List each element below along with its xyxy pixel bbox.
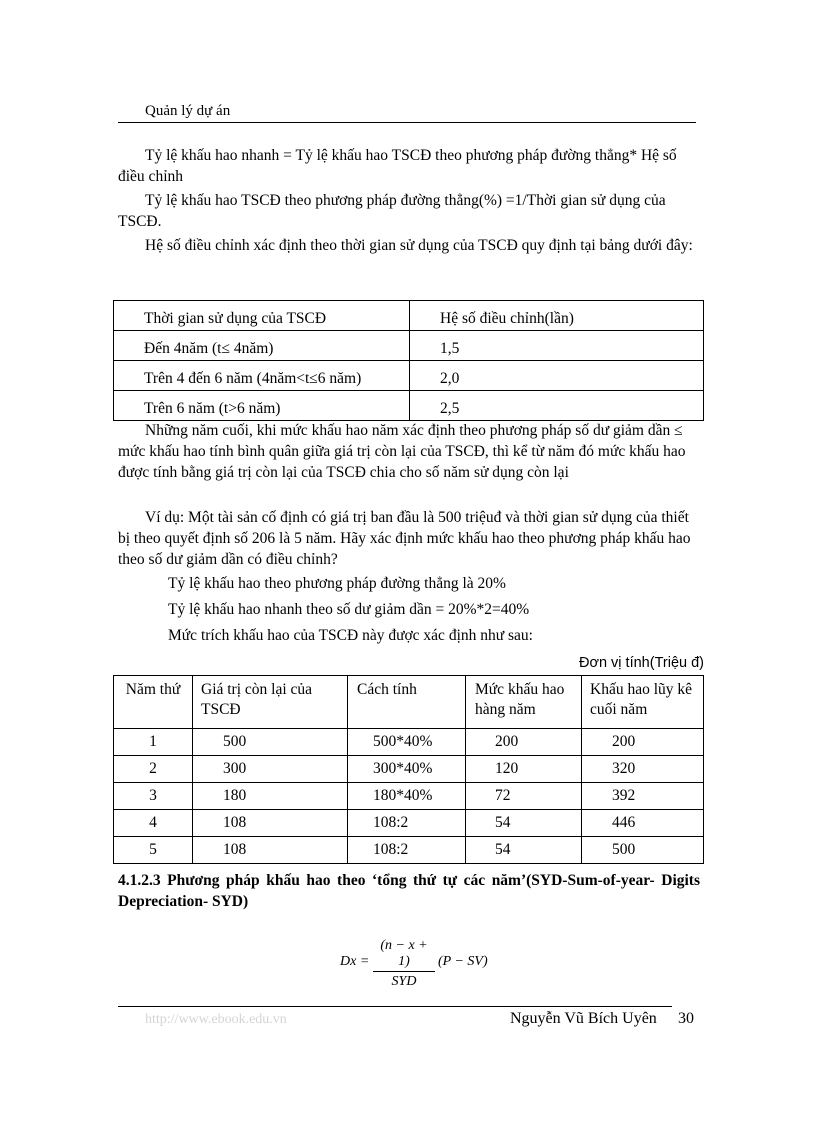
table-row [114,756,704,783]
table-header-cell: Năm thứ [114,676,193,729]
paragraph-example: Ví dụ: Một tài sản cố định có giá trị ban đầu là 500 triệuđ và thời gian sử dụng của thiết bị theo quyết định số 206 là 5 năm. Hãy xác định mức khấu hao theo phương pháp khấu hao theo số dư giảm dần có điều chỉnh? [118,509,691,568]
footer-rule [118,1006,672,1007]
table-cell: 5 [114,837,193,864]
formula-denominator: SYD [391,974,417,989]
table-row [114,837,704,864]
formula-fraction [373,938,435,990]
paragraph-straight-line-rate: Tỷ lệ khấu hao TSCĐ theo phương pháp đường thẳng(%) =1/Thời gian sử dụng của TSCĐ. [118,192,666,230]
table-header-cell: Giá trị còn lại của TSCĐ [193,676,348,729]
table-cell: 392 [582,783,704,810]
table-cell: 54 [466,837,582,864]
section-heading: 4.1.2.3 Phương pháp khấu hao theo ‘tổng thứ tự các năm’(SYD-Sum-of-year- Digits Depreciation- SYD) [118,872,700,910]
table-cell: 120 [466,756,582,783]
paragraph-accelerated-rate: Tỷ lệ khấu hao nhanh = Tỷ lệ khấu hao TSCĐ theo phương pháp đường thẳng* Hệ số điều chỉnh [118,147,677,185]
table-cell: 320 [582,756,704,783]
table-row [114,783,704,810]
table-header-row [114,301,704,331]
table-cell: 54 [466,810,582,837]
table-cell: 500*40% [348,729,466,756]
table-cell: 446 [582,810,704,837]
table-row [114,810,704,837]
table-header-cell: Thời gian sử dụng của TSCĐ [114,301,410,331]
table-header-row [114,676,704,729]
table-cell: 108 [193,810,348,837]
header-rule [118,122,696,123]
table-cell: 300 [193,756,348,783]
table-row [114,331,704,361]
example-line-straight-rate: Tỷ lệ khấu hao theo phương pháp đường thẳng là 20% [168,575,506,592]
table-cell: 2 [114,756,193,783]
table-cell: 72 [466,783,582,810]
table-cell: 200 [466,729,582,756]
running-header: Quản lý dự án [145,103,231,119]
table-header-cell: Khấu hao lũy kê cuối năm [582,676,704,729]
table-cell: 2,5 [410,391,704,421]
example-line-fast-rate: Tỷ lệ khấu hao nhanh theo số dư giảm dần = 20%*2=40% [168,601,530,618]
table-cell: 1,5 [410,331,704,361]
coefficient-table [113,300,704,421]
table-cell: 108:2 [348,837,466,864]
table-cell: Trên 6 năm (t>6 năm) [114,391,410,421]
table-cell: 4 [114,810,193,837]
table-cell: Trên 4 đến 6 năm (4năm<t≤6 năm) [114,361,410,391]
table-cell: 3 [114,783,193,810]
table-cell: 500 [193,729,348,756]
formula-numerator: (n − x + 1) [373,938,435,972]
paragraph-coefficient-intro: Hệ số điều chỉnh xác định theo thời gian sử dụng của TSCĐ quy định tại bảng dưới đây: [145,237,693,254]
table-header-cell: Mức khấu hao hàng năm [466,676,582,729]
formula-lhs: Dx = [340,954,370,969]
table-header-cell: Cách tính [348,676,466,729]
unit-note: Đơn vị tính(Triệu đ) [578,655,704,671]
depreciation-table [113,675,704,864]
table-cell: 108:2 [348,810,466,837]
table-cell: 180*40% [348,783,466,810]
page-number: 30 [678,1010,694,1027]
table-cell: 108 [193,837,348,864]
table-row [114,391,704,421]
example-line-calculation: Mức trích khấu hao của TSCĐ này được xác định như sau: [168,627,533,644]
table-row [114,361,704,391]
footer-author: Nguyễn Vũ Bích Uyên [510,1010,657,1027]
table-cell: Đến 4năm (t≤ 4năm) [114,331,410,361]
table-cell: 180 [193,783,348,810]
table-cell: 1 [114,729,193,756]
table-cell: 2,0 [410,361,704,391]
table-cell: 200 [582,729,704,756]
table-header-cell: Hệ số điều chỉnh(lần) [410,301,704,331]
table-cell: 300*40% [348,756,466,783]
table-row [114,729,704,756]
table-cell: 500 [582,837,704,864]
footer-url: http://www.ebook.edu.vn [145,1012,287,1027]
paragraph-final-years: Những năm cuối, khi mức khấu hao năm xác định theo phương pháp số dư giảm dần ≤ mức khấu hao tính bình quân giữa giá trị còn lại của TSCĐ, thì kể từ năm đó mức khấu hao được tính bằng giá trị còn lại của TSCĐ chia cho số năm sử dụng còn lại [118,422,686,481]
formula-rhs: (P − SV) [438,954,488,969]
